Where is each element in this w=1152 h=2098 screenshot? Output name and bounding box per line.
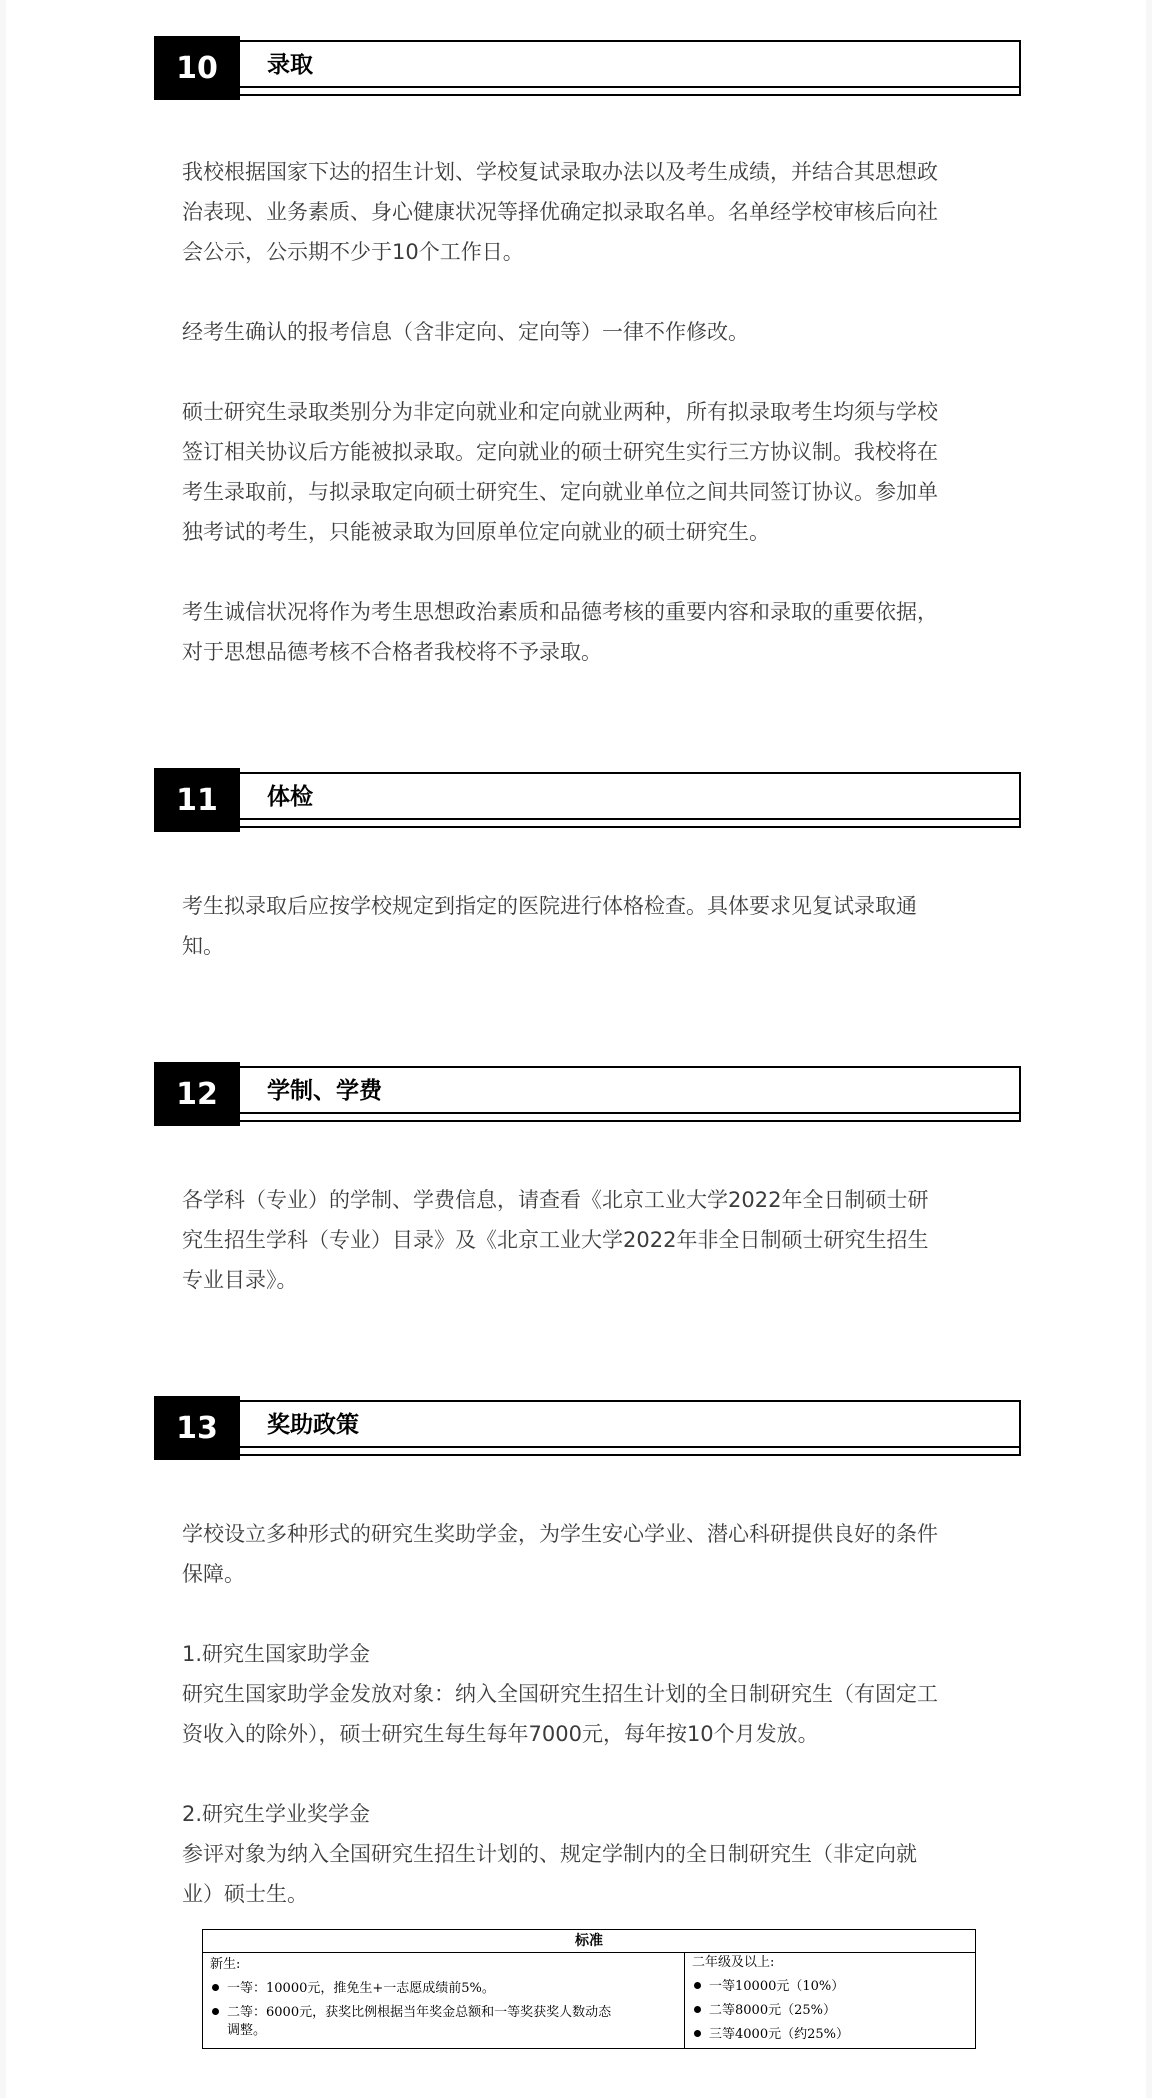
list-item-text: 二等：6000元，获奖比例根据当年奖金总额和一等奖获奖人数动态 [227,2005,612,2020]
section-title-frame [240,772,1021,828]
list-item-text: 一等10000元（10%） [709,1979,845,1994]
text-line: 学校设立多种形式的研究生奖助学金，为学生安心学业、潜心科研提供良好的条件 [182,1522,938,1546]
text-line: 硕士研究生录取类别分为非定向就业和定向就业两种，所有拟录取考生均须与学校 [182,400,938,424]
section-title: 学制、学费 [267,1078,382,1104]
paragraph [182,1794,1002,1914]
text-line: 独考试的考生，只能被录取为回原单位定向就业的硕士研究生。 [182,520,770,544]
text-line: 对于思想品德考核不合格者我校将不予录取。 [182,640,602,664]
text-line: 考生拟录取后应按学校规定到指定的医院进行体格检查。具体要求见复试录取通 [182,894,917,918]
bullet-icon [694,1982,701,1989]
list-item-text: 三等4000元（约25%） [709,2027,849,2042]
subheading: 2.研究生学业奖学金 [182,1802,371,1826]
text-line: 会公示，公示期不少于10个工作日。 [182,240,524,264]
text-line: 资收入的除外），硕士研究生每生每年7000元，每年按10个月发放。 [182,1722,819,1746]
paragraph: 经考生确认的报考信息（含非定向、定向等）一律不作修改。 [182,320,749,344]
divider [240,1446,1019,1448]
list-item-text: 二等8000元（25%） [709,2003,836,2018]
list-item [210,1980,678,1998]
divider [240,818,1019,820]
bullet-icon [212,1984,219,1991]
section-number: 11 [154,768,240,832]
paragraph [182,886,1002,966]
list-item [692,2026,972,2044]
divider [240,86,1019,88]
section-title: 奖助政策 [267,1412,359,1438]
paragraph [182,1514,1002,1594]
divider [240,1112,1019,1114]
scholarship-table [202,1929,976,2049]
table-column-divider [684,1952,685,2048]
cell-title: 二年级及以上: [692,1955,775,1970]
section-title-frame [240,40,1021,96]
bullet-icon [694,2006,701,2013]
section-header-12 [154,1062,1021,1126]
paragraph [182,592,1002,672]
table-cell-senior-students [692,1954,972,2050]
list-item [692,2002,972,2020]
cell-title: 新生: [210,1957,241,1972]
document-page [6,0,1146,2098]
text-line: 签订相关协议后方能被拟录取。定向就业的硕士研究生实行三方协议制。我校将在 [182,440,938,464]
list-item-text: 一等：10000元，推免生+一志愿成绩前5%。 [227,1981,495,1996]
list-item [210,2004,678,2022]
paragraph [182,152,1002,272]
section-number: 10 [154,36,240,100]
section-header-11 [154,768,1021,832]
paragraph [182,1634,1002,1754]
section-number: 13 [154,1396,240,1460]
list-item [692,1978,972,1996]
text-line: 究生招生学科（专业）目录》及《北京工业大学2022年非全日制硕士研究生招生 [182,1228,929,1252]
text-line: 研究生国家助学金发放对象：纳入全国研究生招生计划的全日制研究生（有固定工 [182,1682,938,1706]
text-line: 考生录取前，与拟录取定向硕士研究生、定向就业单位之间共同签订协议。参加单 [182,480,938,504]
text-line: 保障。 [182,1562,245,1586]
section-number: 12 [154,1062,240,1126]
text-line: 知。 [182,934,224,958]
section-title-frame [240,1400,1021,1456]
text-line: 考生诚信状况将作为考生思想政治素质和品德考核的重要内容和录取的重要依据， [182,600,938,624]
bullet-icon [212,2008,219,2015]
table-header: 标准 [203,1930,975,1953]
section-header-13 [154,1396,1021,1460]
paragraph [182,1180,1002,1300]
text-line: 业）硕士生。 [182,1882,308,1906]
text-line: 我校根据国家下达的招生计划、学校复试录取办法以及考生成绩，并结合其思想政 [182,160,938,184]
text-line: 参评对象为纳入全国研究生招生计划的、规定学制内的全日制研究生（非定向就 [182,1842,917,1866]
text-line: 各学科（专业）的学制、学费信息，请查看《北京工业大学2022年全日制硕士研 [182,1188,929,1212]
section-title: 体检 [267,784,313,810]
table-cell-new-students [210,1956,678,2046]
subheading: 1.研究生国家助学金 [182,1642,371,1666]
section-title-frame [240,1066,1021,1122]
list-item-continuation: 调整。 [227,2023,267,2038]
text-line: 治表现、业务素质、身心健康状况等择优确定拟录取名单。名单经学校审核后向社 [182,200,938,224]
text-line: 专业目录》。 [182,1268,298,1292]
bullet-icon [694,2030,701,2037]
paragraph [182,392,1002,552]
section-title: 录取 [267,52,313,78]
section-header-10 [154,36,1021,100]
